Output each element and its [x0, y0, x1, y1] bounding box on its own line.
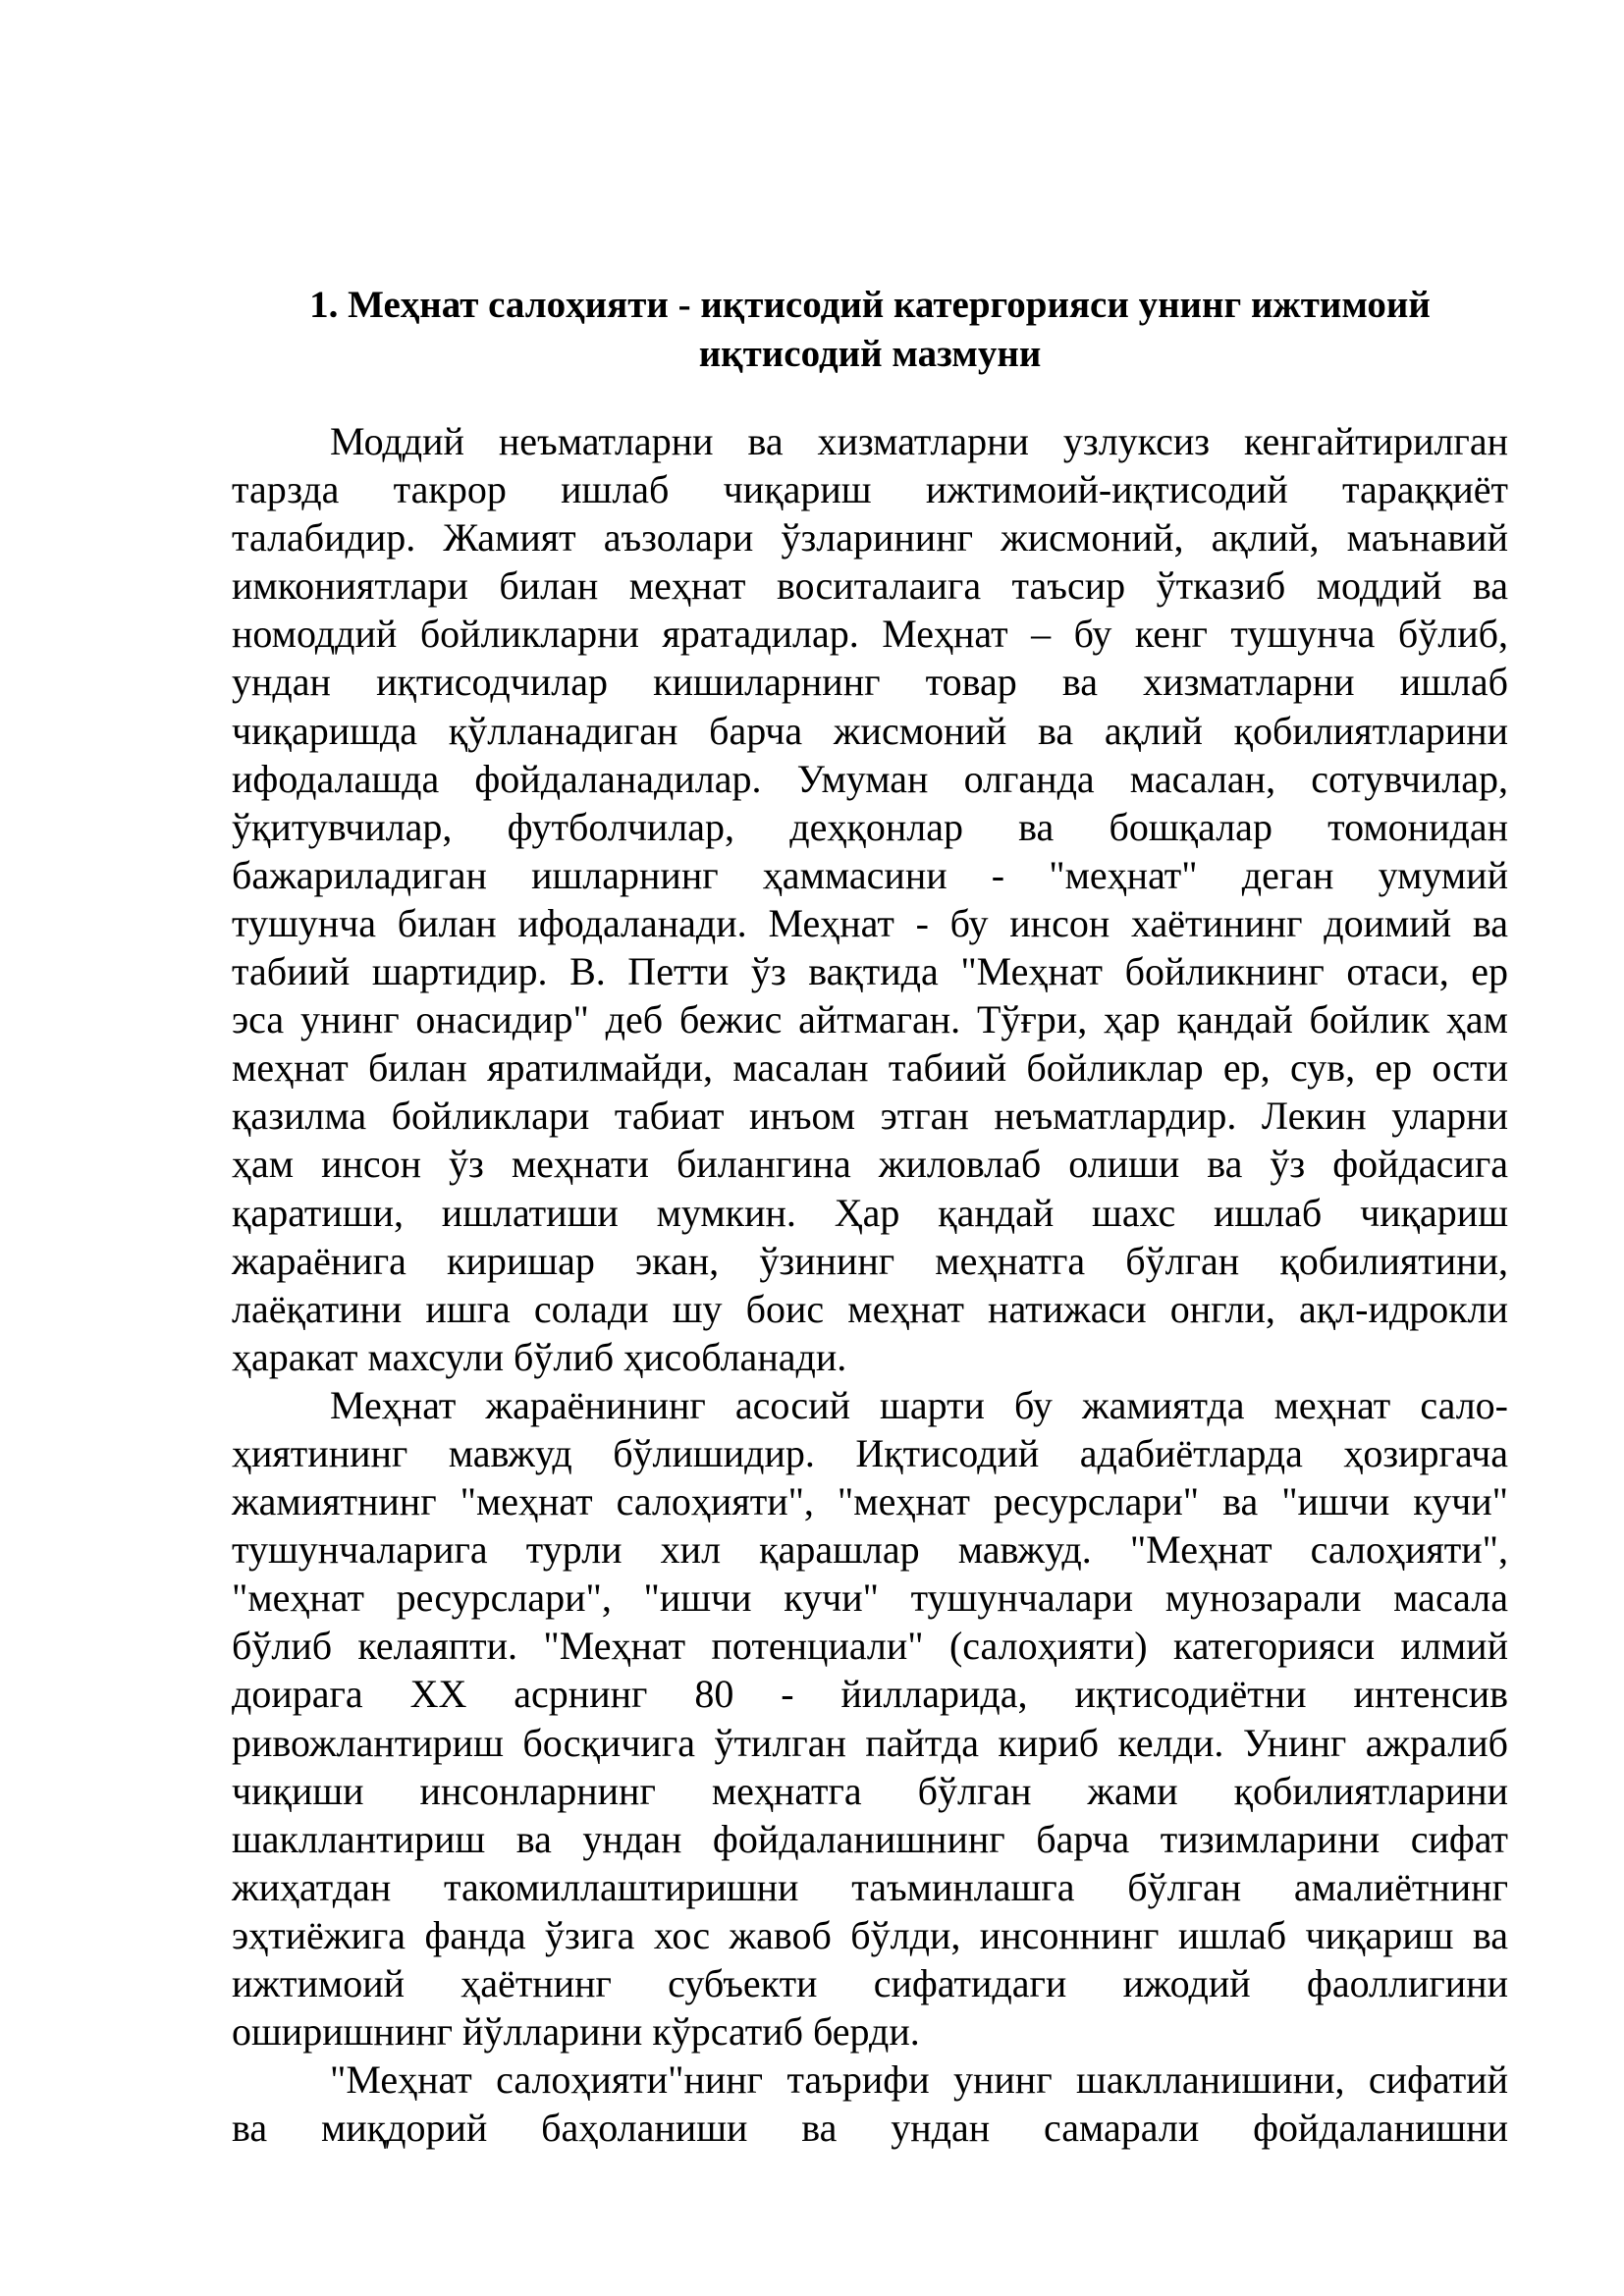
paragraph-line: тарзда такрор ишлаб чиқариш ижтимоий-иқтисодий тараққиёт: [232, 467, 1508, 512]
paragraph: [232, 1381, 1508, 2056]
paragraph-line: номоддий бойликларни яратадилар. Меҳнат – бу кенг тушунча бўлиб,: [232, 612, 1508, 657]
paragraph-line: шакллантириш ва ундан фойдаланишнинг барча тизимларини сифат: [232, 1816, 1508, 1861]
title-line: иқтисодий мазмуни: [698, 333, 1042, 375]
paragraph-line: жамиятнинг "меҳнат салоҳияти", "меҳнат ресурслари" ва "ишчи кучи": [232, 1479, 1508, 1524]
paragraph-line: лаёқатини ишга солади шу боис меҳнат натижаси онгли, ақл-идрокли: [232, 1286, 1508, 1331]
paragraph-line: эҳтиёжига фанда ўзига хос жавоб бўлди, инсоннинг ишлаб чиқариш ва: [232, 1912, 1508, 1957]
body-text: [232, 417, 1508, 2152]
paragraph-line: ундан иқтисодчилар кишиларнинг товар ва хизматларни ишлаб: [232, 660, 1508, 705]
paragraph-line: ҳиятининг мавжуд бўлишидир. Иқтисодий адабиётларда ҳозиргача: [232, 1430, 1508, 1475]
paragraph-line: ва миқдорий баҳоланиши ва ундан самарали фойдаланишни: [232, 2106, 1508, 2151]
paragraph: [232, 417, 1508, 1381]
paragraph-line: қаратиши, ишлатиши мумкин. Ҳар қандай шахс ишлаб чиқариш: [232, 1190, 1508, 1235]
paragraph-line: ривожлантириш босқичига ўтилган пайтда кириб келди. Унинг ажралиб: [232, 1720, 1508, 1765]
paragraph-line: "Меҳнат салоҳияти"нинг таърифи унинг шаклланишини, сифатий: [330, 2057, 1508, 2103]
paragraph-line: Меҳнат жараёнининг асосий шарти бу жамиятда меҳнат сало-: [330, 1382, 1508, 1427]
paragraph-line: бўлиб келаяпти. "Меҳнат потенциали" (салоҳияти) категорияси илмий: [232, 1624, 1508, 1669]
paragraph-line: доирага XX асрнинг 80 - йилларида, иқтисодиётни интенсив: [232, 1672, 1508, 1717]
paragraph-line: ҳам инсон ўз меҳнати билангина жиловлаб олиши ва ўз фойдасига: [232, 1142, 1508, 1187]
paragraph-line: бажариладиган ишларнинг ҳаммасини - "меҳнат" деган умумий: [232, 852, 1508, 897]
title-line: 1. Меҳнат салоҳияти - иқтисодий катергорияси унинг ижтимоий: [309, 284, 1431, 326]
paragraph-line: оширишнинг йўлларини кўрсатиб берди.: [232, 2009, 920, 2055]
paragraph-line: Моддий неъматларни ва хизматларни узлуксиз кенгайтирилган: [330, 419, 1508, 463]
paragraph-line: қазилма бойликлари табиат инъом этган неъматлардир. Лекин уларни: [232, 1094, 1508, 1139]
paragraph: [232, 2056, 1508, 2152]
page-title: [232, 281, 1508, 379]
paragraph-line: меҳнат билан яратилмайди, масалан табиий бойликлар ер, сув, ер ости: [232, 1045, 1508, 1091]
paragraph-line: чиқаришда қўлланадиган барча жисмоний ва ақлий қобилиятларини: [232, 708, 1508, 753]
paragraph-line: эса унинг онасидир" деб бежис айтмаган. Тўғри, ҳар қандай бойлик ҳам: [232, 997, 1508, 1042]
paragraph-line: тушунча билан ифодаланади. Меҳнат - бу инсон хаётининг доимий ва: [232, 900, 1508, 945]
paragraph-line: ижтимоий ҳаётнинг субъекти сифатидаги ижодий фаоллигини: [232, 1961, 1508, 2005]
paragraph-line: талабидир. Жамият аъзолари ўзларининг жисмоний, ақлий, маънавий: [232, 515, 1508, 561]
paragraph-line: ҳаракат махсули бўлиб ҳисобланади.: [232, 1334, 847, 1379]
paragraph-line: ифодалашда фойдаланадилар. Умуман олганда масалан, сотувчилар,: [232, 756, 1508, 801]
paragraph-line: тушунчаларига турли хил қарашлар мавжуд. "Меҳнат салоҳияти",: [232, 1527, 1508, 1573]
paragraph-line: "меҳнат ресурслари", "ишчи кучи" тушунчалари мунозарали масала: [232, 1575, 1508, 1621]
paragraph-line: ўқитувчилар, футболчилар, деҳқонлар ва бошқалар томонидан: [232, 804, 1508, 849]
paragraph-line: табиий шартидир. В. Петти ўз вақтида "Меҳнат бойликнинг отаси, ер: [232, 949, 1508, 994]
paragraph-line: жараёнига киришар экан, ўзининг меҳнатга бўлган қобилиятини,: [232, 1238, 1508, 1283]
paragraph-line: жиҳатдан такомиллаштиришни таъминлашга бўлган амалиётнинг: [232, 1864, 1508, 1909]
paragraph-line: имкониятлари билан меҳнат воситалаига таъсир ўтказиб моддий ва: [232, 563, 1508, 609]
paragraph-line: чиқиши инсонларнинг меҳнатга бўлган жами қобилиятларини: [232, 1768, 1508, 1813]
